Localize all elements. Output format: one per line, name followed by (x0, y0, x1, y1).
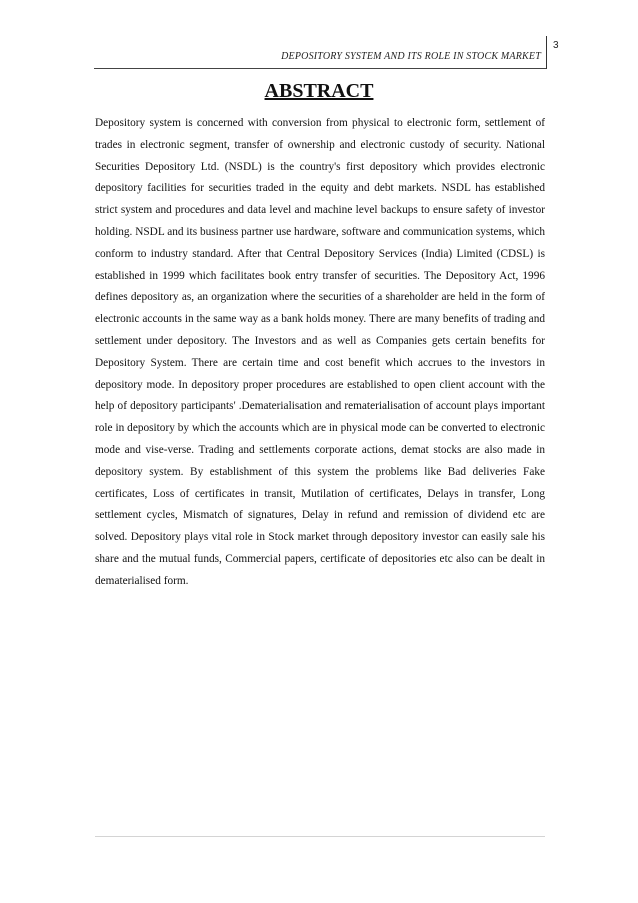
page-number-divider (546, 36, 547, 69)
abstract-title: ABSTRACT (264, 80, 374, 102)
page-number: 3 (553, 40, 559, 51)
abstract-body: Depository system is concerned with conversion from physical to electronic form, settlement of trades in electronic segment, transfer of ownership and electronic custody of security. National Securities Depository Ltd. (NSDL) is the country's first depository which provides electronic depository facilities for securities traded in the equity and debt markets. NSDL has established strict system and procedures and data level and machine level backups to ensure safety of investor holding. NSDL and its business partner use hardware, software and communication systems, which conform to industry standard. After that Central Depository Services (India) Limited (CDSL) is established in 1999 which facilitates book entry transfer of securities. The Depository Act, 1996 defines depository as, an organization where the securities of a shareholder are held in the form of electronic accounts in the same way as a bank holds money. There are many benefits of trading and settlement under depository. The Investors and as well as Companies gets certain benefits for Depository System. There are certain time and cost benefit which accrues to the investors in depository mode. In depository proper procedures are established to open client account with the help of depository participants' .Dematerialisation and rematerialisation of account plays important role in depository by which the accounts which are in physical mode can be converted to electronic mode and vise-verse. Trading and settlements corporate actions, demat stocks are also made in depository system. By establishment of this system the problems like Bad deliveries Fake certificates, Loss of certificates in transit, Mutilation of certificates, Delays in transfer, Long settlement cycles, Mismatch of signatures, Delay in refund and remission of dividend etc are solved. Depository plays vital role in Stock market through depository investor can easily sale his share and the mutual funds, Commercial papers, certificate of depositories etc also can be dealt in dematerialised form. (95, 117, 545, 587)
footer-rule (95, 836, 545, 837)
header-rule (94, 68, 546, 69)
running-header: DEPOSITORY SYSTEM AND ITS ROLE IN STOCK MARKET (281, 51, 541, 62)
